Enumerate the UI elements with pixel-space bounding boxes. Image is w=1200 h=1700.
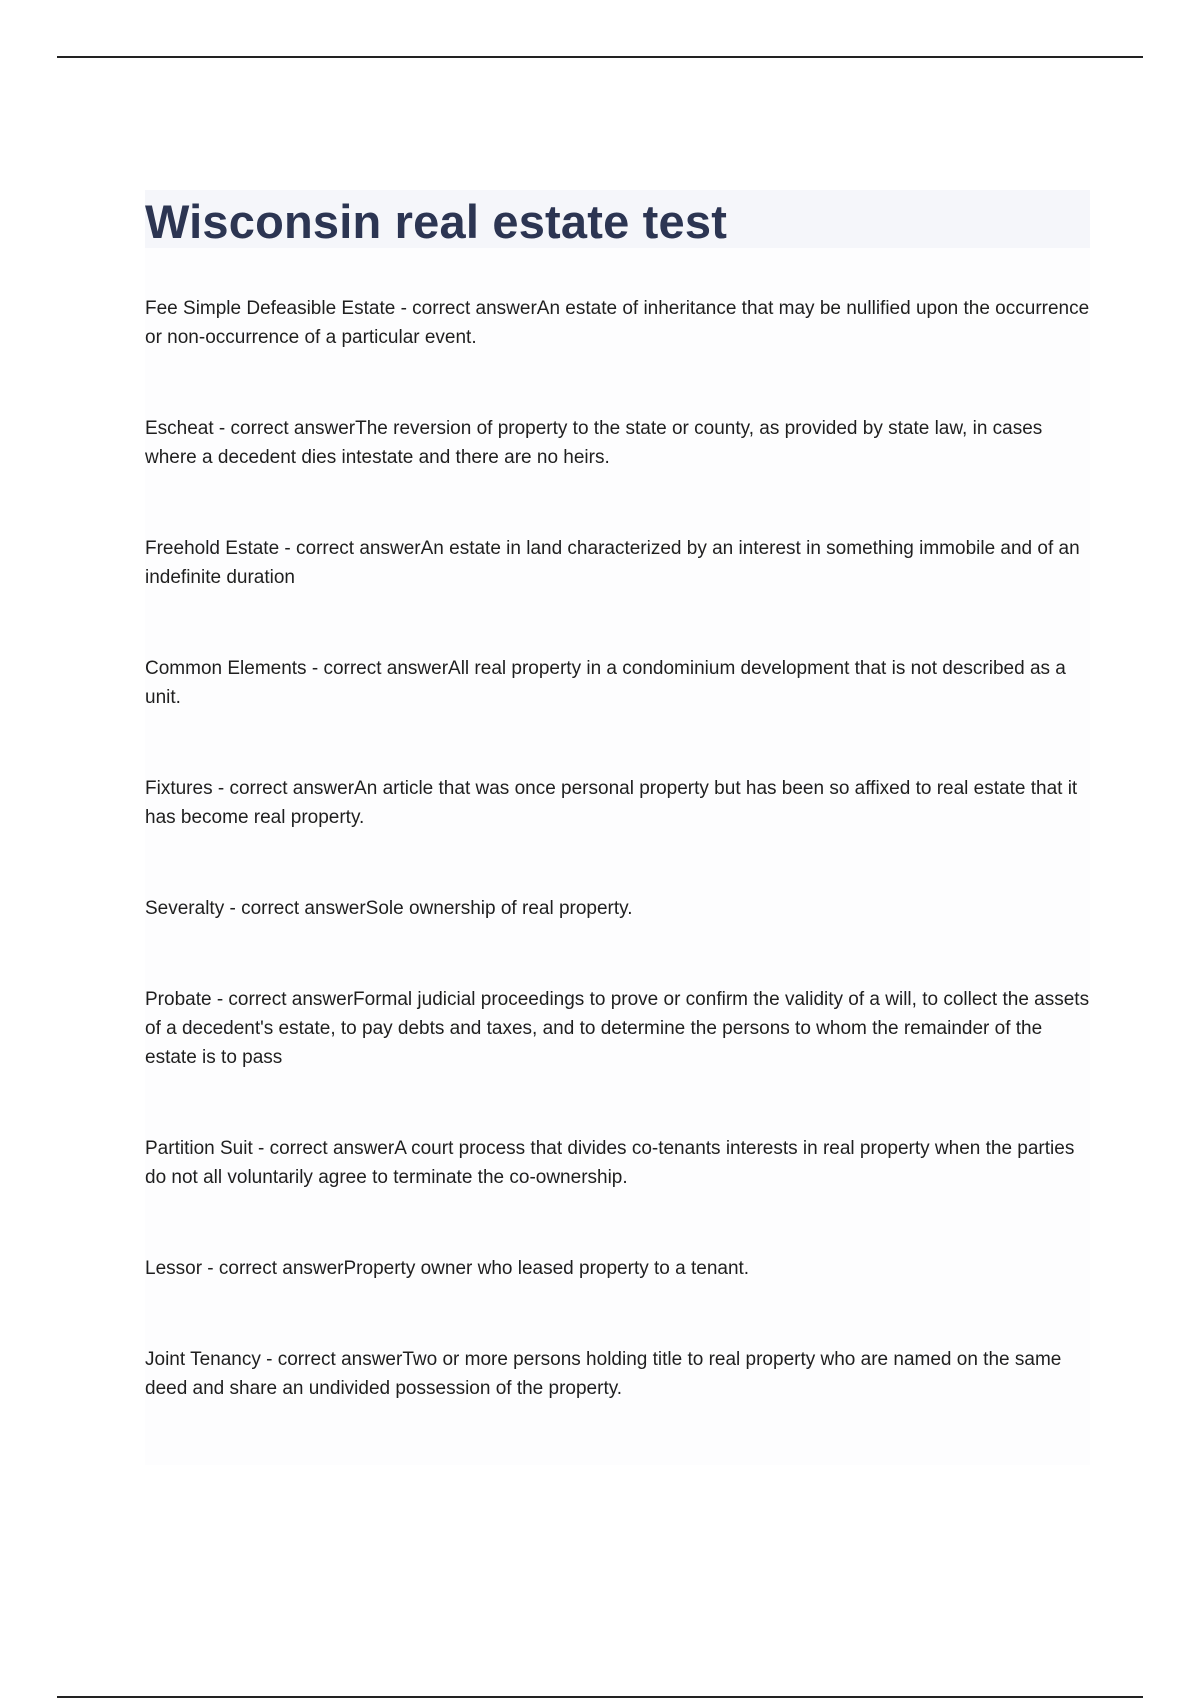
flashcard-entry-fee-simple-defeasible: Fee Simple Defeasible Estate - correct answerAn estate of inheritance that may be nullified upon the occurrence or non-occurrence of a particular event. xyxy=(145,298,1090,348)
page-title: Wisconsin real estate test xyxy=(145,194,728,248)
header-rule xyxy=(57,56,1143,58)
flashcard-entry-probate: Probate - correct answerFormal judicial proceedings to prove or confirm the validity of a will, to collect the assets of a decedent's estate, to pay debts and taxes, and to determine the persons to whom the remainder of the estate is to pass xyxy=(145,989,1090,1068)
flashcard-entry-fixtures: Fixtures - correct answerAn article that was once personal property but has been so affixed to real estate that it has become real property. xyxy=(145,778,1078,828)
footer-rule xyxy=(57,1696,1143,1698)
flashcard-entry-partition-suit: Partition Suit - correct answerA court process that divides co-tenants interests in real property when the parties do not all voluntarily agree to terminate the co-ownership. xyxy=(145,1138,1075,1188)
flashcard-entry-escheat: Escheat - correct answerThe reversion of property to the state or county, as provided by state law, in cases where a decedent dies intestate and there are no heirs. xyxy=(145,418,1043,468)
title-band xyxy=(145,190,1090,248)
flashcard-entry-lessor: Lessor - correct answerProperty owner who leased property to a tenant. xyxy=(145,1258,750,1279)
flashcard-entry-joint-tenancy: Joint Tenancy - correct answerTwo or more persons holding title to real property who are named on the same deed and share an undivided possession of the property. xyxy=(145,1349,1062,1399)
flashcard-entry-common-elements: Common Elements - correct answerAll real property in a condominium development that is not described as a unit. xyxy=(145,658,1066,708)
flashcard-entry-freehold-estate: Freehold Estate - correct answerAn estate in land characterized by an interest in something immobile and of an indefinite duration xyxy=(145,538,1080,588)
flashcard-list xyxy=(145,294,1090,1403)
document-body xyxy=(145,190,1090,1465)
flashcard-entry-severalty: Severalty - correct answerSole ownership of real property. xyxy=(145,898,633,919)
